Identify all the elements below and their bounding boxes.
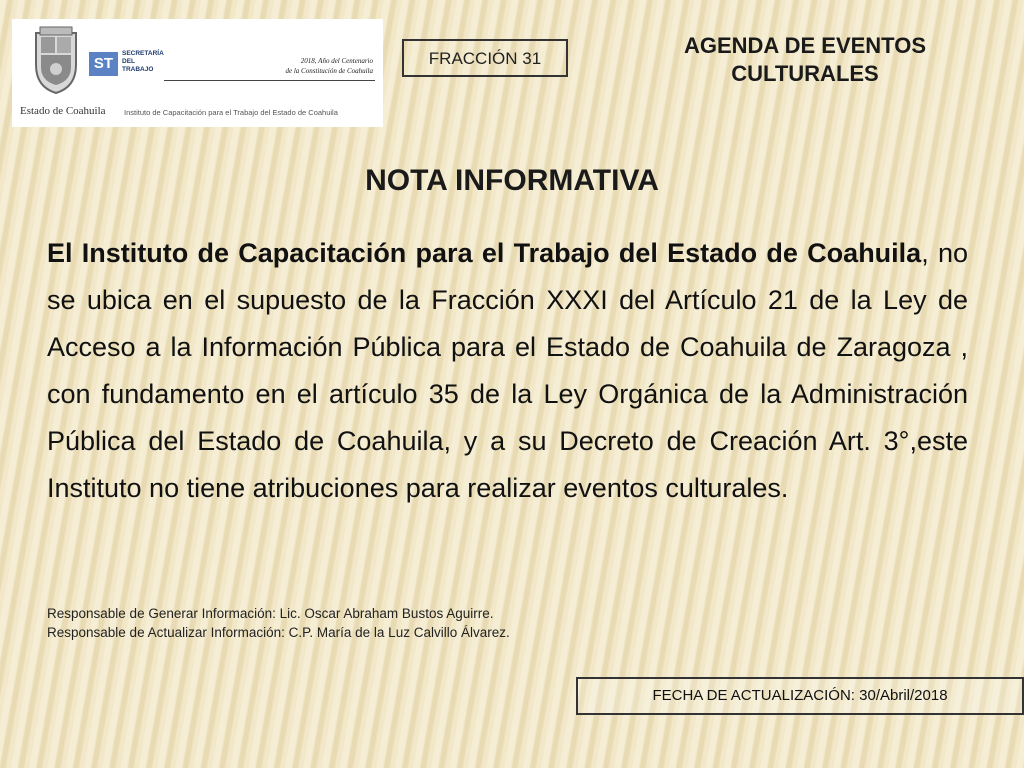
note-heading: NOTA INFORMATIVA	[365, 164, 659, 197]
state-name-label: Estado de Coahuila	[20, 105, 106, 117]
secretaria-trabajo-name	[122, 50, 168, 74]
year-motto-line2: de la Constitución de Coahuila	[285, 67, 373, 75]
institution-name-bold: El Instituto de Capacitación para el Trabajo del Estado de Coahuila	[47, 238, 922, 268]
st-logo-mark: ST	[89, 52, 118, 76]
st-name-line2: DEL TRABAJO	[122, 58, 154, 73]
year-motto	[286, 56, 374, 76]
header-logo-panel	[12, 19, 383, 127]
institute-name-label: Instituto de Capacitación para el Trabajo del Estado de Coahuila	[124, 108, 338, 117]
year-motto-line1: 2018, Año del Centenario	[300, 57, 373, 65]
note-body-paragraph	[47, 230, 968, 512]
responsible-update: Responsable de Actualizar Información: C.P. María de la Luz Calvillo Álvarez.	[47, 625, 510, 640]
responsibles-block	[47, 604, 510, 642]
agenda-title: AGENDA DE EVENTOS CULTURALES	[683, 33, 927, 86]
responsible-generate: Responsable de Generar Información: Lic. Oscar Abraham Bustos Aguirre.	[47, 606, 494, 621]
note-body-text: , no se ubica en el supuesto de la Fracción XXXI del Artículo 21 de la Ley de Acceso a la Información Pública para el Estado de Coahuila de Zaragoza , con fundamento en el artículo 35 de la Ley Orgánica de la Administración Pública del Estado de Coahuila, y a su Decreto de Creación Art. 3°,este Instituto no tiene atribuciones para realizar eventos culturales.	[47, 238, 968, 503]
coahuila-coat-of-arms-icon	[30, 25, 82, 95]
fraction-badge: FRACCIÓN 31	[402, 39, 568, 77]
logo-divider	[164, 80, 375, 81]
st-name-line1: SECRETARÍA	[122, 50, 164, 57]
update-date-box: FECHA DE ACTUALIZACIÓN: 30/Abril/2018	[576, 677, 1024, 715]
